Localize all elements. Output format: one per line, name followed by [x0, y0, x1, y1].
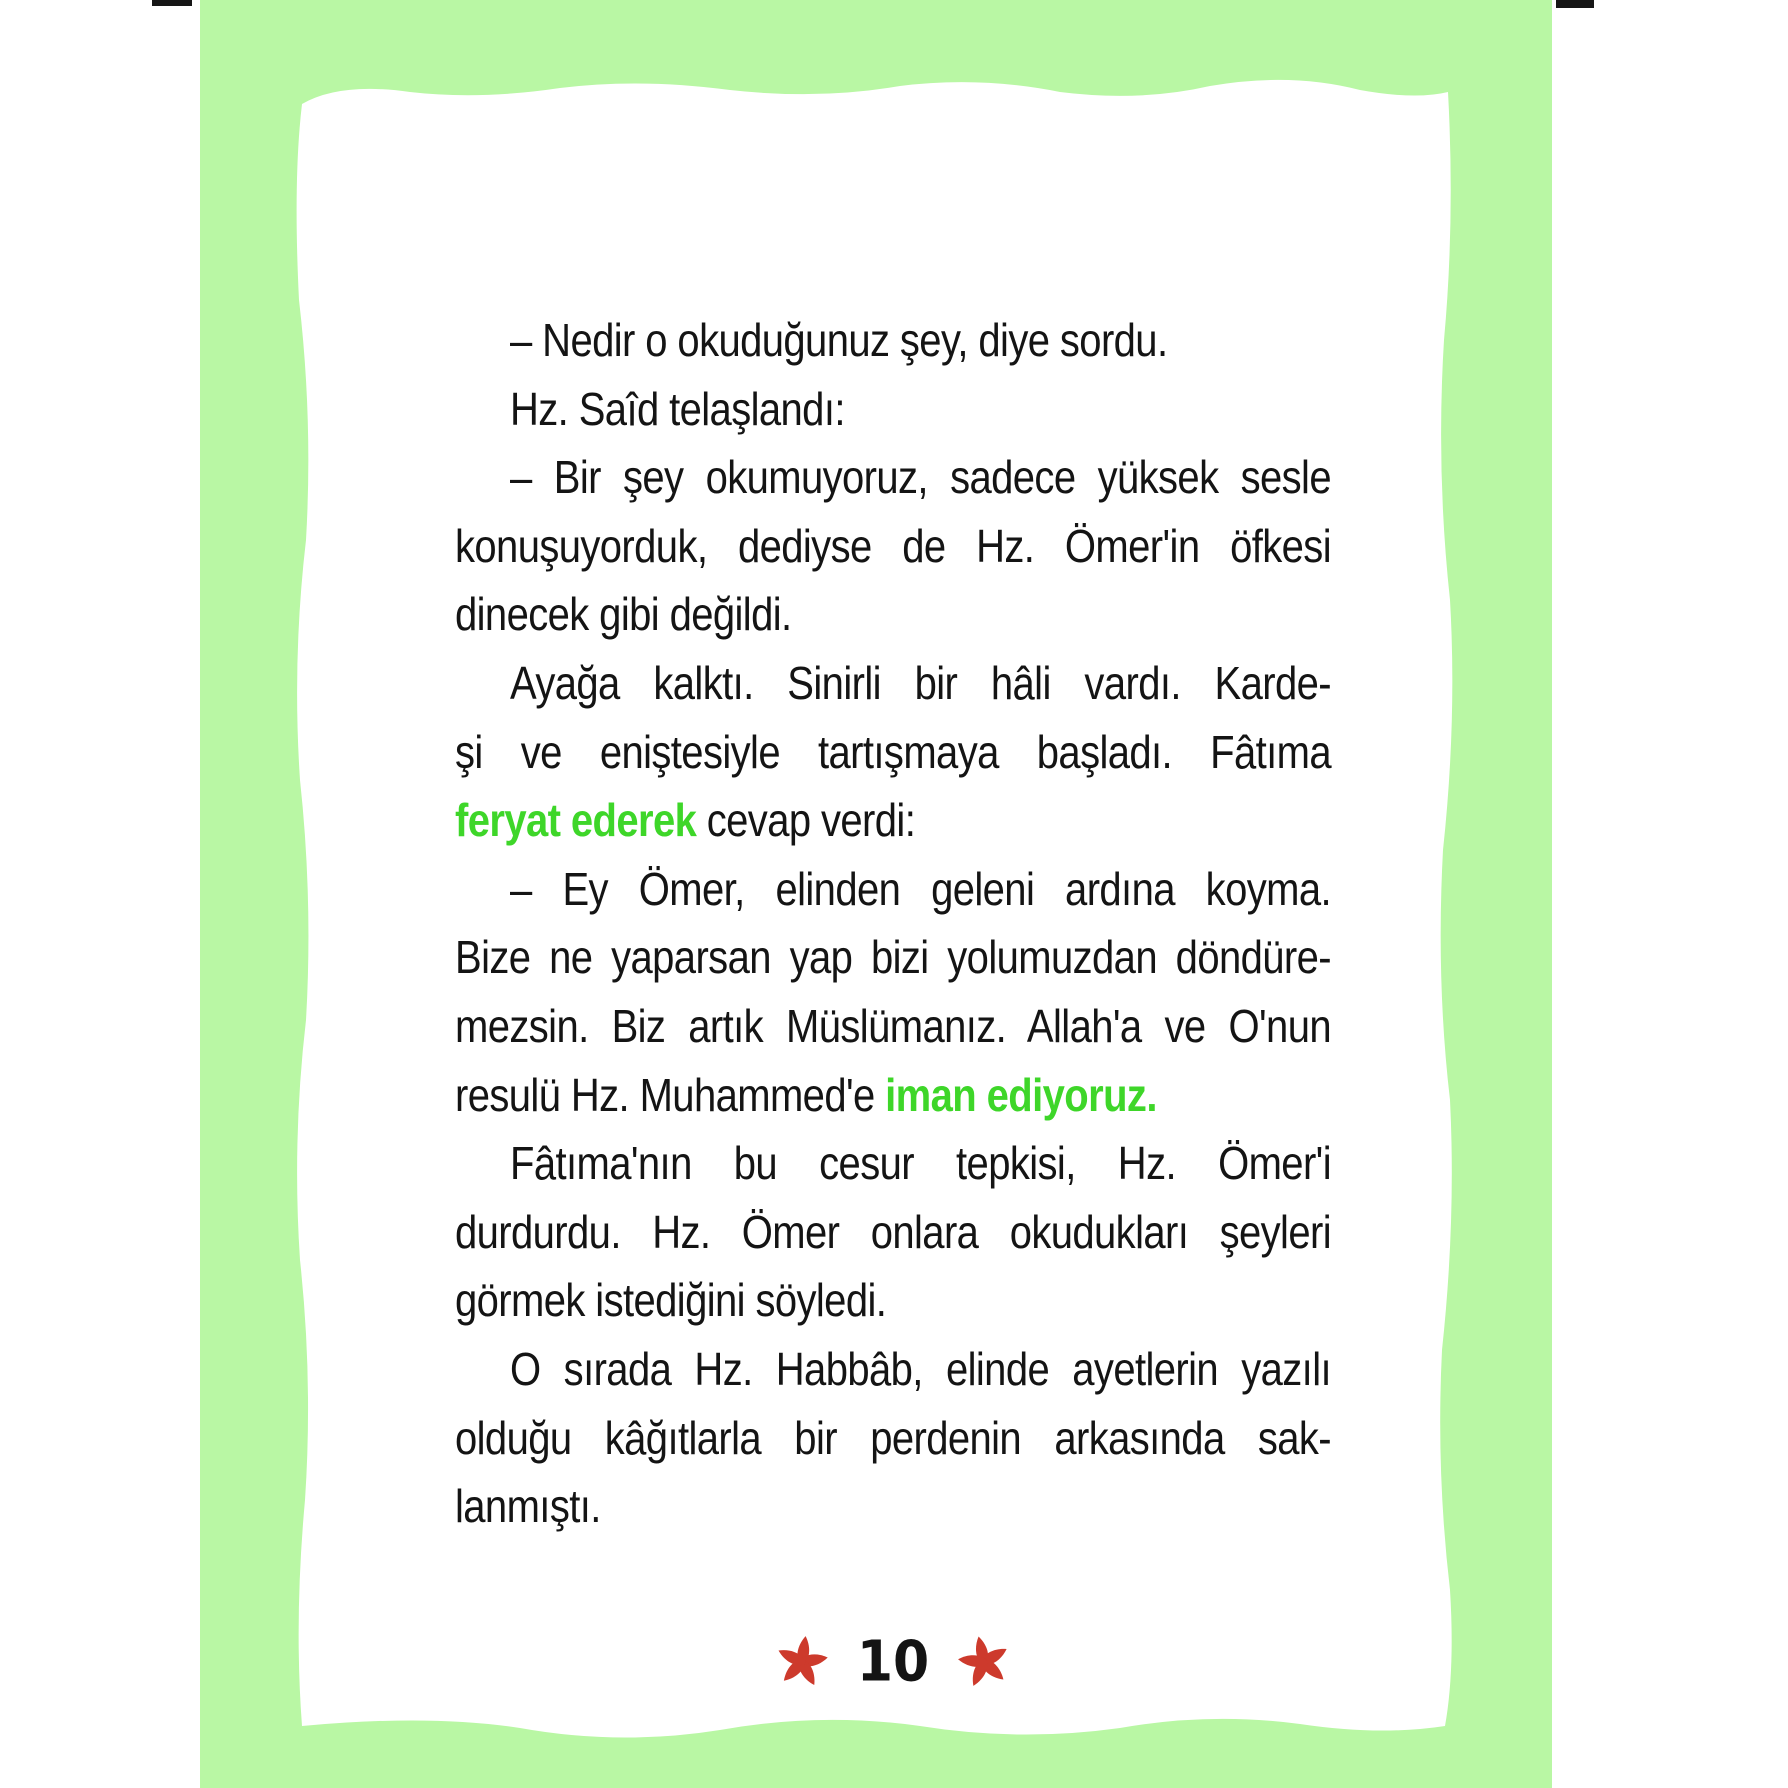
text-segment: Bize ne yaparsan yap bizi yolumuzdan döndüre-	[455, 932, 1331, 984]
text-segment: dinecek gibi değildi.	[455, 589, 792, 641]
page-footer	[455, 1626, 1331, 1698]
text-line	[455, 1262, 1331, 1342]
red-star-icon	[950, 1628, 1019, 1697]
text-segment: O sırada Hz. Habbâb, elinde ayetlerin yazılı	[510, 1344, 1331, 1396]
text-segment: durdurdu. Hz. Ömer onlara okudukları şeyleri	[455, 1207, 1331, 1259]
text-segment: konuşuyorduk, dediyse de Hz. Ömer'in öfkesi	[455, 521, 1331, 573]
text-segment: mezsin. Biz artık Müslümanız. Allah'a ve O'nun	[455, 1001, 1331, 1053]
text-segment: görmek istediğini söyledi.	[455, 1275, 887, 1327]
text-line	[455, 919, 1331, 999]
page-number: 10	[856, 1629, 930, 1695]
page-text	[455, 307, 1331, 1542]
text-line	[455, 439, 1331, 519]
text-line	[455, 644, 1331, 724]
text-segment: olduğu kâğıtlarla bir perdenin arkasında sak-	[455, 1412, 1331, 1464]
text-line	[455, 987, 1331, 1067]
text-line	[455, 1125, 1331, 1205]
page-edge-mark-left	[152, 0, 192, 6]
text-segment: lanmıştı.	[455, 1481, 601, 1533]
highlighted-phrase: iman ediyoruz.	[885, 1069, 1157, 1122]
text-segment: şi ve eniştesiyle tartışmaya başladı. Fâtıma	[455, 726, 1331, 779]
text-segment: cevap verdi:	[696, 795, 916, 847]
text-segment: Ayağa kalktı. Sinirli bir hâli vardı. Karde-	[510, 658, 1331, 710]
page-edge-mark-right	[1556, 0, 1594, 8]
text-segment: resulü Hz. Muhammed'e	[455, 1069, 886, 1122]
text-segment: Hz. Saîd telaşlandı:	[510, 384, 845, 436]
text-line	[455, 1330, 1331, 1410]
text-segment: – Nedir o okuduğunuz şey, diye sordu.	[510, 315, 1168, 367]
text-line	[455, 1468, 1331, 1548]
text-line	[455, 302, 1331, 382]
text-line	[455, 782, 1331, 862]
highlighted-phrase: feryat ederek	[455, 795, 697, 847]
text-segment: Fâtıma'nın bu cesur tepkisi, Hz. Ömer'i	[510, 1138, 1331, 1190]
text-segment: – Bir şey okumuyoruz, sadece yüksek sesle	[510, 452, 1331, 504]
text-segment: – Ey Ömer, elinden geleni ardına koyma.	[510, 864, 1331, 916]
red-star-icon	[769, 1629, 835, 1695]
